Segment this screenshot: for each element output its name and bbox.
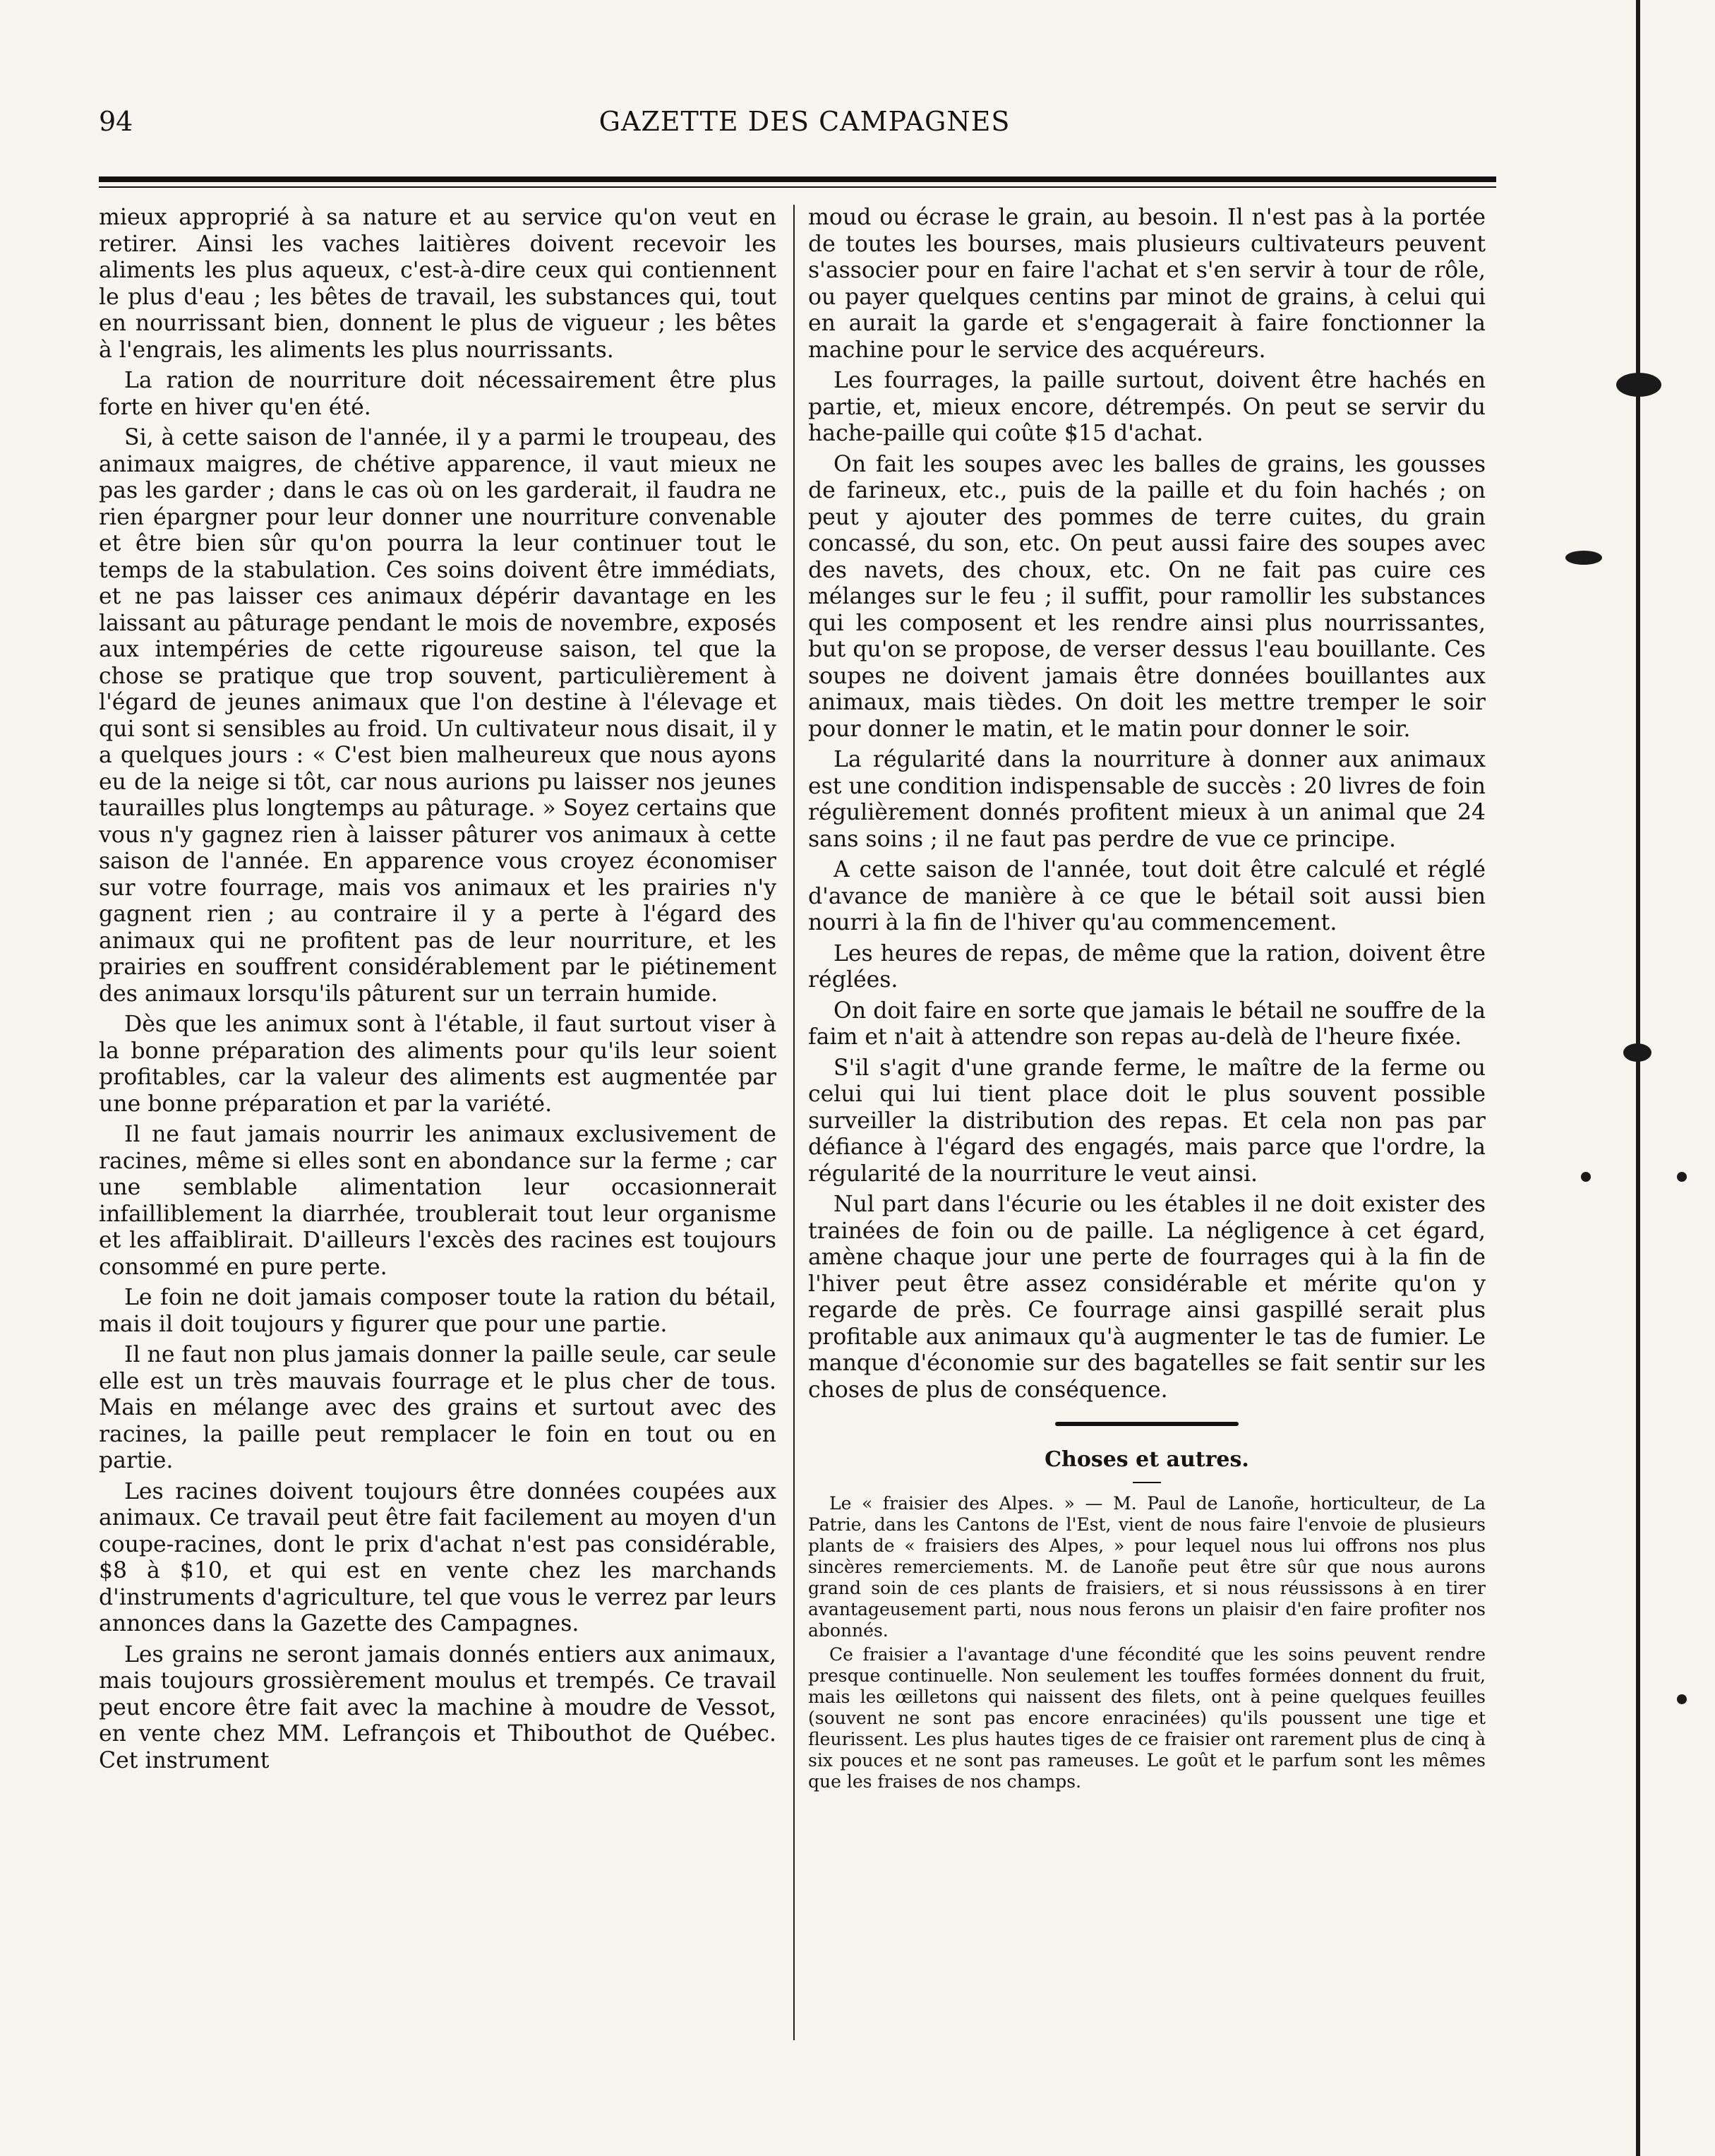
paragraph: Les grains ne seront jamais donnés entiers aux animaux, mais toujours grossièrement moulus et trempés. Ce travail peut encore être fait avec la machine à moudre de Vessot, en vente chez MM. Lefrançois et Thibouthot de Québec. Cet instrument bbox=[99, 1641, 776, 1773]
page-header bbox=[99, 106, 1510, 148]
paragraph: On fait les soupes avec les balles de grains, les gousses de farineux, etc., puis de la paille et du foin hachés ; on peut y ajouter des pommes de terre cuites, du grain concassé, du son, etc. On peut aussi faire des soupes avec des navets, des choux, etc. On ne fait pas cuire ces mélanges sur le feu ; il suffit, pour ramollir les substances qui les composent et les rendre ainsi plus nourrissantes, but qu'on se propose, de verser dessus l'eau bouillante. Ces soupes ne doivent jamais être données bouillantes aux animaux, mais tièdes. On doit les mettre tremper le soir pour donner le matin, et le matin pour donner le soir. bbox=[808, 451, 1486, 742]
paragraph: Les fourrages, la paille surtout, doivent être hachés en partie, et, mieux encore, détrempés. On peut se servir du hache-paille qui coûte $15 d'achat. bbox=[808, 368, 1486, 446]
paragraph: S'il s'agit d'une grande ferme, le maître de la ferme ou celui qui lui tient place doit le plus souvent possible surveiller la distribution des repas. Et cela non pas par défiance à l'égard des engagés, mais parce que l'ordre, la régularité de la nourriture le veut ainsi. bbox=[808, 1055, 1486, 1187]
section-separator bbox=[1055, 1422, 1239, 1426]
paragraph: Dès que les animux sont à l'étable, il faut surtout viser à la bonne préparation des aliments pour qu'ils leur soient profitables, car la valeur des aliments est augmentée par une bonne préparation et par la variété. bbox=[99, 1012, 776, 1117]
paragraph: Si, à cette saison de l'année, il y a parmi le troupeau, des animaux maigres, de chétive apparence, il vaut mieux ne pas les garder ; dans le cas où on les garderait, il faudra ne rien épargner pour leur donner une nourriture convenable et être bien sûr qu'on pourra la leur continuer tout le temps de la stabulation. Ces soins doivent être immédiats, et ne pas laisser ces animaux dépérir davantage en les laissant au pâturage pendant le mois de novembre, exposés aux intempéries de cette rigoureuse saison, tel que la chose se pratique que trop souvent, particulièrement à l'égard de jeunes animaux que l'on destine à l'élevage et qui sont si sensibles au froid. Un cultivateur nous disait, il y a quelques jours : « C'est bien malheureux que nous ayons eu de la neige si tôt, car nous aurions pu laisser nos jeunes taurailles plus longtemps au pâturage. » Soyez certains que vous n'y gagnez rien à laisser pâturer vos animaux à cette saison de l'année. En apparence vous croyez économiser sur votre fourrage, mais vos animaux et les prairies n'y gagnent rien ; au contraire il y a perte à l'égard des animaux qui ne profitent pas de leur nourriture, et les prairies en souffrent considérablement par le piétinement des animaux lorsqu'ils pâturent sur un terrain humide. bbox=[99, 425, 776, 1007]
paragraph: La ration de nourriture doit nécessairement être plus forte en hiver qu'en été. bbox=[99, 368, 776, 420]
paragraph: La régularité dans la nourriture à donner aux animaux est une condition indispensable de succès : 20 livres de foin régulièrement donnés profitent mieux à un animal que 24 sans soins ; il ne faut pas perdre de vue ce principe. bbox=[808, 747, 1486, 852]
ink-blot bbox=[1677, 1172, 1687, 1182]
paragraph: Ce fraisier a l'avantage d'une fécondité que les soins peuvent rendre presque continuelle. Non seulement les touffes formées donnent du fruit, mais les œilletons qui naissent des filets, ont à peine quelques feuilles (souvent ne sont pas encore enracinées) qu'ils poussent une tige et fleurissent. Les plus hautes tiges de ce fraisier ont rarement plus de cinq à six pouces et ne sont pas rameuses. Le goût et le parfum sont les mêmes que les fraises de nos champs. bbox=[808, 1644, 1486, 1792]
ink-blot bbox=[1565, 551, 1602, 565]
paragraph: mieux approprié à sa nature et au service qu'on veut en retirer. Ainsi les vaches laitières doivent recevoir les aliments les plus aqueux, c'est-à-dire ceux qui contiennent le plus d'eau ; les bêtes de travail, les substances qui, tout en nourrissant bien, donnent le plus de vigueur ; les bêtes à l'engrais, les aliments les plus nourrissants. bbox=[99, 205, 776, 363]
header-rule-thin bbox=[99, 186, 1496, 188]
paragraph: On doit faire en sorte que jamais le bétail ne souffre de la faim et n'ait à attendre son repas au-delà de l'heure fixée. bbox=[808, 998, 1486, 1050]
paragraph: Il ne faut non plus jamais donner la paille seule, car seule elle est un très mauvais fourrage et le plus cher de tous. Mais en mélange avec des grains et surtout avec des racines, la paille peut remplacer le foin en tout ou en partie. bbox=[99, 1342, 776, 1473]
section-heading: Choses et autres. bbox=[1045, 1447, 1249, 1472]
page-number: 94 bbox=[99, 106, 133, 137]
running-title: GAZETTE DES CAMPAGNES bbox=[598, 106, 1011, 137]
column-divider bbox=[793, 205, 795, 2040]
left-column bbox=[99, 205, 776, 1778]
ink-blot bbox=[1616, 373, 1661, 397]
paragraph: Le « fraisier des Alpes. » — M. Paul de Lanoñe, horticulteur, de La Patrie, dans les Cantons de l'Est, vient de nous faire l'envoie de plusieurs plants de « fraisiers des Alpes, » pour lequel nous lui offrons nos plus sincères remerciements. M. de Lanoñe peut être sûr que nous aurons grand soin de ces plants de fraisiers, et si nous réussissons à en tirer avantageusement parti, nous nous ferons un plaisir d'en faire profiter nos abonnés. bbox=[808, 1493, 1486, 1641]
paragraph: Nul part dans l'écurie ou les étables il ne doit exister des trainées de foin ou de paille. La négligence à cet égard, amène chaque jour une perte de fourrages qui à la fin de l'hiver peut être assez considérable et mérite qu'on y regarde de près. Ce fourrage ainsi gaspillé serait plus profitable aux animaux qu'à augmenter le tas de fumier. Le manque d'économie sur des bagatelles se fait sentir sur les choses de plus de conséquence. bbox=[808, 1192, 1486, 1403]
paragraph: A cette saison de l'année, tout doit être calculé et réglé d'avance de manière à ce que le bétail soit aussi bien nourri à la fin de l'hiver qu'au commencement. bbox=[808, 857, 1486, 935]
paragraph: Le foin ne doit jamais composer toute la ration du bétail, mais il doit toujours y figurer que pour une partie. bbox=[99, 1285, 776, 1337]
page-edge-line bbox=[1636, 0, 1640, 2156]
paragraph: Les racines doivent toujours être données coupées aux animaux. Ce travail peut être fait facilement au moyen d'un coupe-racines, dont le prix d'achat n'est pas considérable, $8 à $10, et qui est en vente chez les marchands d'instruments d'agriculture, tel que vous le verrez par leurs annonces dans la Gazette des Campagnes. bbox=[99, 1478, 776, 1636]
ink-blot bbox=[1623, 1043, 1651, 1062]
paragraph: Il ne faut jamais nourrir les animaux exclusivement de racines, même si elles sont en abondance sur la ferme ; car une semblable alimentation leur occasionnerait infailliblement la diarrhée, troublerait tout leur organisme et les affaiblirait. D'ailleurs l'excès des racines est toujours consommé en pure perte. bbox=[99, 1122, 776, 1280]
paragraph: Les heures de repas, de même que la ration, doivent être réglées. bbox=[808, 940, 1486, 993]
ink-blot bbox=[1581, 1172, 1591, 1182]
heading-dash bbox=[1133, 1482, 1161, 1483]
paragraph: moud ou écrase le grain, au besoin. Il n'est pas à la portée de toutes les bourses, mais plusieurs cultivateurs peuvent s'associer pour en faire l'achat et s'en servir à tour de rôle, ou payer quelques centins par minot de grains, à celui qui en aurait la garde et s'engagerait à faire fonctionner la machine pour le service des acquéreurs. bbox=[808, 205, 1486, 363]
header-rule bbox=[99, 176, 1496, 182]
ink-blot bbox=[1677, 1694, 1687, 1704]
right-column bbox=[808, 205, 1486, 1795]
